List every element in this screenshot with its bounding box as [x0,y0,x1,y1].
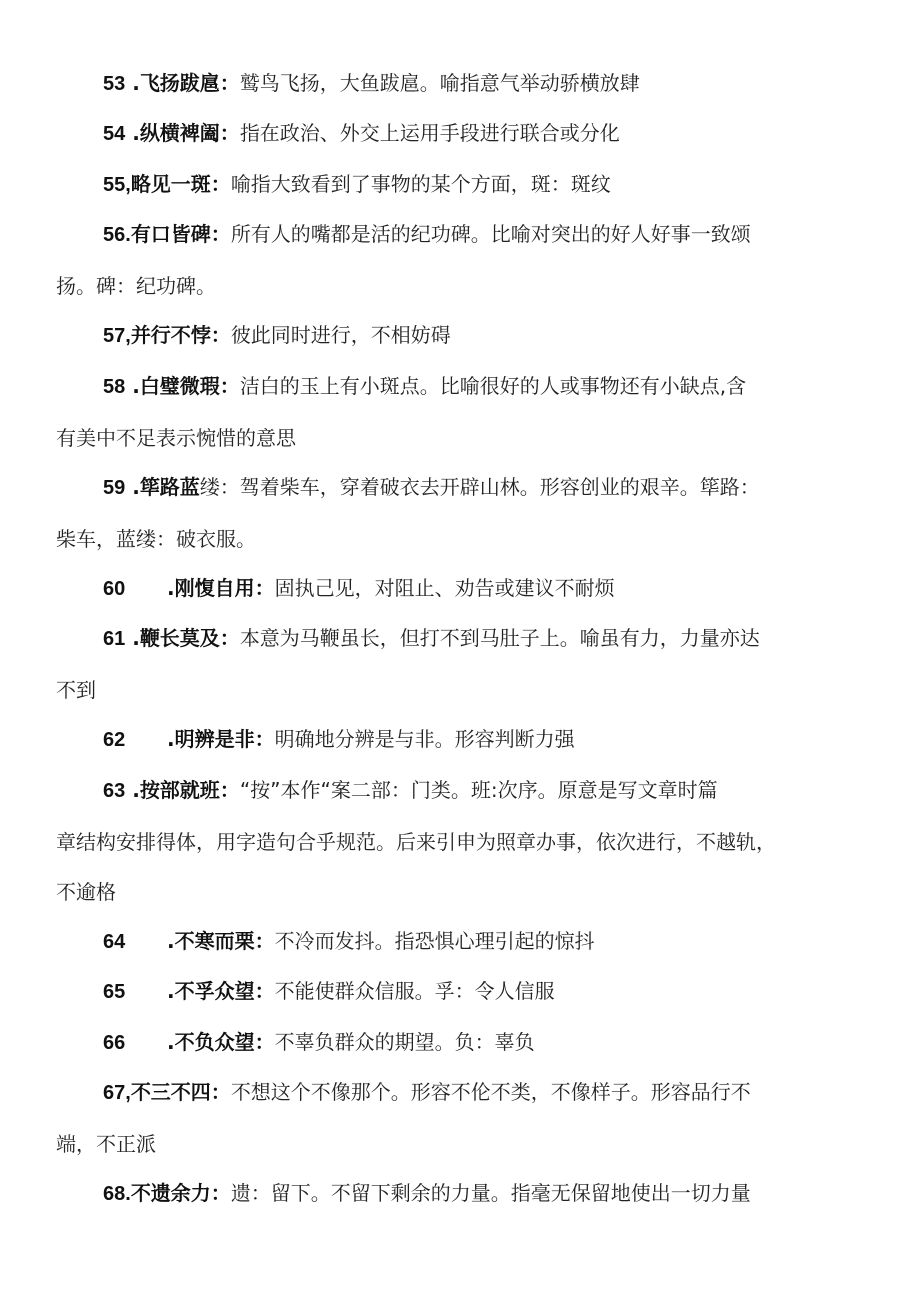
entry-definition: 指在政治、外交上运用手段进行联合或分化 [239,121,620,145]
entry-separator: . [125,576,175,600]
entry-term: 按部就班： [139,778,240,802]
entry-definition: 彼此同时进行，不相妨碍 [230,323,451,347]
entry-definition: 喻指大致看到了事物的某个方面，斑：斑纹 [230,172,611,196]
entry-58 [56,361,874,463]
entry-term: 不遗余力： [130,1181,231,1205]
entry-separator: . [125,121,140,145]
entry-separator: . [125,626,140,650]
entry-number: 59 [103,477,126,499]
entry-definition: 不想这个不像那个。形容不伦不类，不像样子。形容品行不 [230,1080,751,1104]
entry-number: 57, [103,325,131,347]
entry-term: 并行不悖： [130,323,231,347]
entry-definition: 固执己见，对阻止、劝告或建议不耐烦 [274,576,615,600]
entry-separator: . [125,475,140,499]
entry-term: 不孚众望： [174,979,275,1003]
entry-definition: 洁白的玉上有小斑点。比喻很好的人或事物还有小缺点,含 [239,374,747,398]
entry-number: 68. [103,1183,131,1205]
entry-60 [56,563,874,615]
entry-number: 58 [103,376,126,398]
entry-definition: 不能使群众信服。孚：令人信服 [274,979,555,1003]
entry-term: 明辨是非： [174,727,275,751]
entry-definition-continued: 扬。碑：纪功碑。 [56,273,216,298]
entry-number: 60 [103,578,126,600]
entry-term: 不负众望： [174,1030,275,1054]
entry-definition: 缕：驾着柴车，穿着破衣去开辟山林。形容创业的艰辛。筚路： [199,475,760,499]
entry-number: 61 [103,628,126,650]
entry-number: 62 [103,729,126,751]
entry-definition-continued: 有美中不足表示惋惜的意思 [56,425,296,450]
entry-number: 65 [103,981,126,1003]
entry-definition-continued: 章结构安排得体，用字造句合乎规范。后来引申为照章办事，依次进行，不越轨， [56,829,776,854]
entry-term: 略见一斑： [130,172,231,196]
entry-definition: 不冷而发抖。指恐惧心理引起的惊抖 [274,929,595,953]
entry-63 [56,765,874,918]
entry-53 [56,58,874,110]
entry-term: 不三不四： [130,1080,231,1104]
entry-term: 鞭长莫及： [139,626,240,650]
entry-definition: 所有人的嘴都是活的纪功碑。比喻对突出的好人好事一致颂 [230,222,751,246]
entry-59 [56,462,874,564]
entry-definition: 明确地分辨是与非。形容判断力强 [274,727,575,751]
entry-definition: 鹫鸟飞扬，大鱼跋扈。喻指意气举动骄横放肆 [239,71,640,95]
entry-definition-continued: 柴车，蓝缕：破衣服。 [56,526,256,551]
entry-separator: . [125,929,175,953]
entry-68 [56,1168,874,1220]
entry-term: 白璧微瑕： [139,374,240,398]
entry-66 [56,1017,874,1069]
entry-number: 66 [103,1032,126,1054]
entry-definition-continued-2: 不逾格 [56,880,116,904]
entry-definition: 遗：留下。不留下剩余的力量。指毫无保留地使出一切力量 [230,1181,751,1205]
entry-55 [56,159,874,211]
entry-number: 64 [103,931,126,953]
entry-54 [56,108,874,160]
entry-separator: . [125,374,140,398]
entry-definition: “按”本作“案二部：门类。班:次序。原意是写文章时篇 [239,778,718,802]
entry-term: 筚路蓝 [139,475,200,499]
entry-57 [56,310,874,362]
entry-67 [56,1067,874,1169]
entry-65 [56,966,874,1018]
entry-separator: . [125,71,140,95]
entry-separator: . [125,778,140,802]
entry-number: 53 [103,73,126,95]
entry-61 [56,613,874,715]
entry-64 [56,916,874,968]
entry-number: 54 [103,123,126,145]
entry-62 [56,714,874,766]
entry-separator: . [125,727,175,751]
entry-56 [56,209,874,311]
entry-definition-continued: 不到 [56,677,96,702]
entry-definition: 本意为马鞭虽长，但打不到马肚子上。喻虽有力，力量亦达 [239,626,760,650]
entry-number: 56. [103,224,131,246]
entry-number: 67, [103,1082,131,1104]
entry-separator: . [125,979,175,1003]
entry-number: 55, [103,174,131,196]
entry-term: 纵横裨阖： [139,121,240,145]
entry-term: 不寒而栗： [174,929,275,953]
entry-definition-continued: 端，不正派 [56,1131,156,1156]
entry-separator: . [125,1030,175,1054]
entry-number: 63 [103,780,126,802]
entry-term: 有口皆碑： [130,222,231,246]
entry-term: 飞扬跋扈： [139,71,240,95]
entry-term: 刚愎自用： [174,576,275,600]
entry-definition: 不辜负群众的期望。负：辜负 [274,1030,535,1054]
